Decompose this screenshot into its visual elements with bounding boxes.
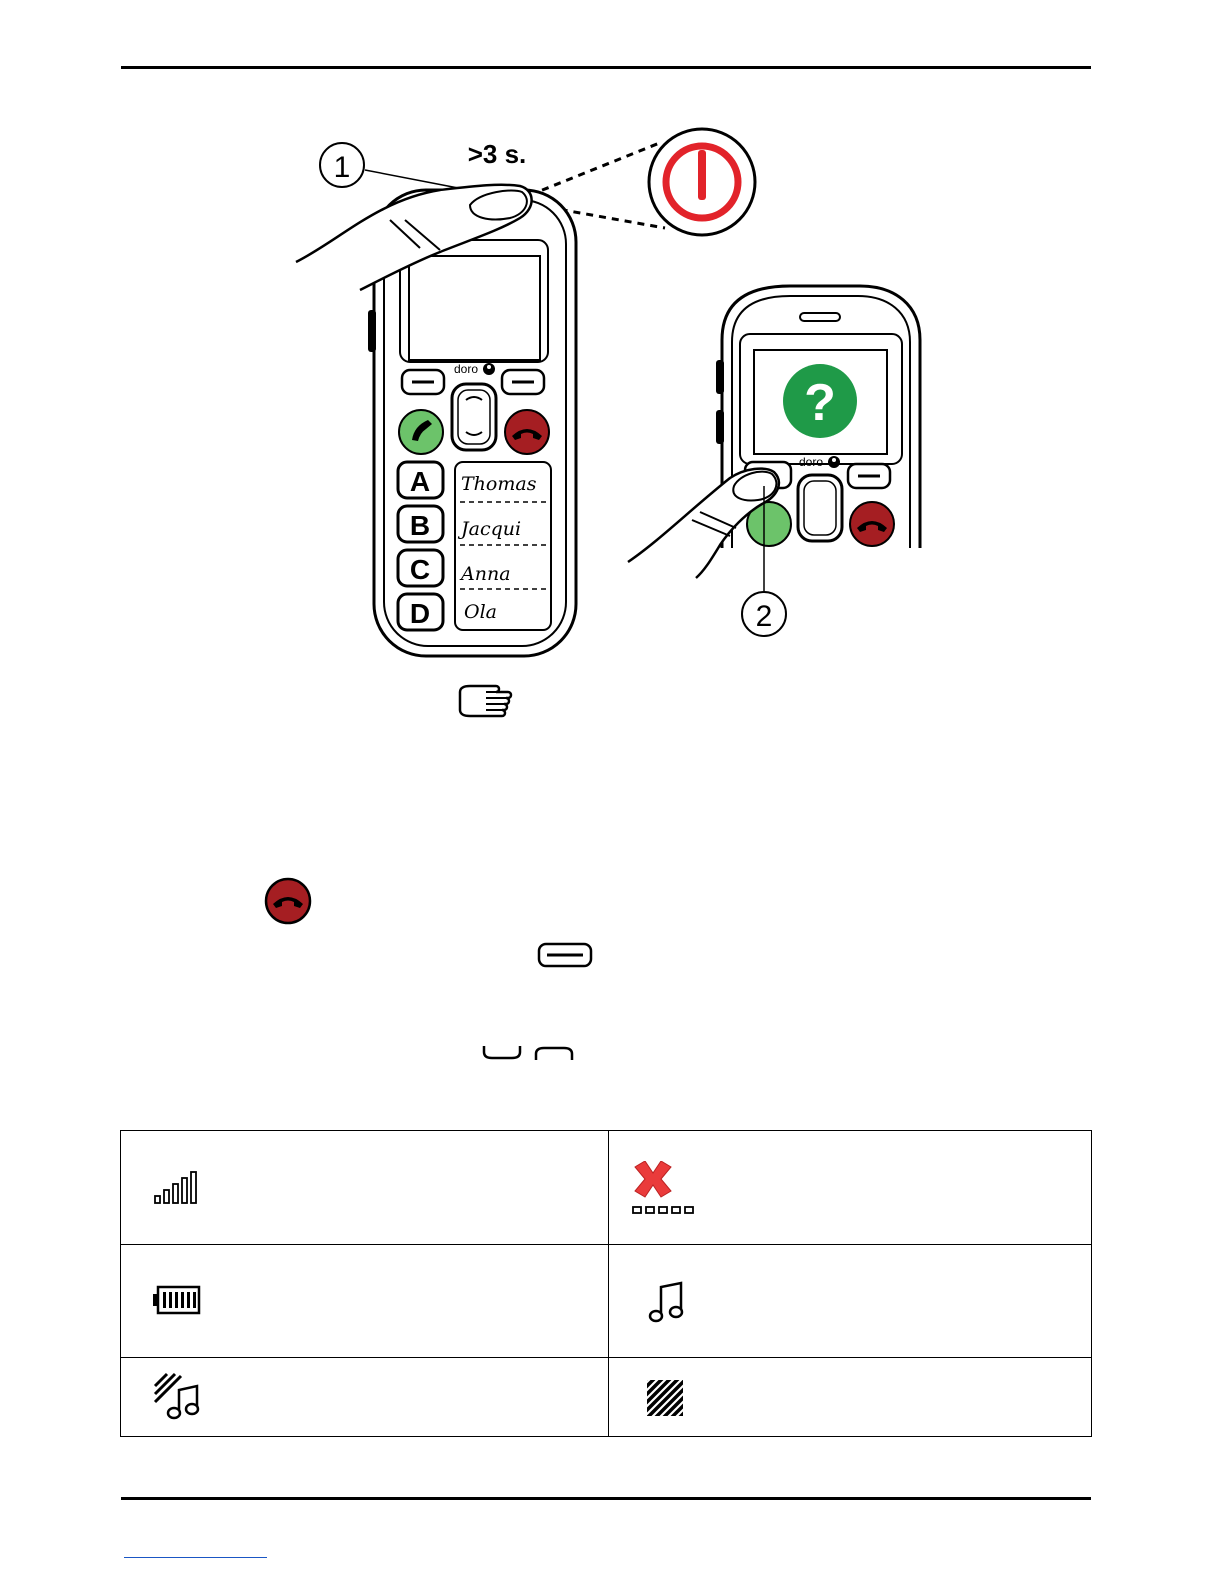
end-call-icon <box>264 877 312 925</box>
vibrate-ring-cell <box>121 1358 609 1437</box>
speed-dial-key-b <box>398 506 443 542</box>
vibrate-icon <box>645 1378 687 1420</box>
speed-dial-name-2: Jacqui <box>461 518 522 540</box>
speed-dial-key-c <box>398 550 443 586</box>
battery-level-cell <box>121 1245 609 1358</box>
brand-label: doro <box>453 362 479 376</box>
question-icon <box>783 364 857 438</box>
speed-dial-key-d <box>398 594 443 630</box>
phone-power-on-illustration <box>0 0 1224 740</box>
hold-time-label: >3 s. <box>467 139 527 169</box>
speed-dial-name-1: Thomas <box>461 473 537 495</box>
table-row <box>121 1245 1092 1358</box>
svg-text:D: D <box>409 598 431 629</box>
svg-text:C: C <box>409 554 431 585</box>
speed-dial-key-a <box>398 462 443 498</box>
signal-strength-cell <box>121 1131 609 1245</box>
svg-text:?: ? <box>804 374 836 432</box>
no-network-cell <box>609 1131 1092 1245</box>
svg-text:B: B <box>409 510 431 541</box>
callout-1-number: 1 <box>333 151 351 184</box>
arrow-keys-icon <box>480 1042 576 1062</box>
ringtone-icon <box>647 1281 687 1325</box>
ringtone-cell <box>609 1245 1092 1358</box>
table-row <box>121 1358 1092 1437</box>
battery-level-icon <box>153 1285 201 1315</box>
signal-strength-icon <box>153 1171 201 1205</box>
table-row <box>121 1131 1092 1245</box>
no-network-icon <box>631 1161 701 1217</box>
callout-2-number: 2 <box>755 600 773 633</box>
vibrate-ring-icon <box>153 1372 203 1422</box>
speed-dial-name-3: Anna <box>461 563 511 585</box>
power-icon <box>649 129 755 235</box>
hand-note-icon <box>456 684 514 720</box>
footer-link-underline[interactable] <box>124 1557 267 1558</box>
svg-text:doro: doro <box>798 455 824 469</box>
bottom-rule <box>121 1497 1091 1500</box>
status-icons-table <box>120 1130 1092 1437</box>
softkey-icon <box>537 942 593 968</box>
svg-text:A: A <box>409 466 431 497</box>
speed-dial-name-4: Ola <box>464 601 497 623</box>
vibrate-cell <box>609 1358 1092 1437</box>
